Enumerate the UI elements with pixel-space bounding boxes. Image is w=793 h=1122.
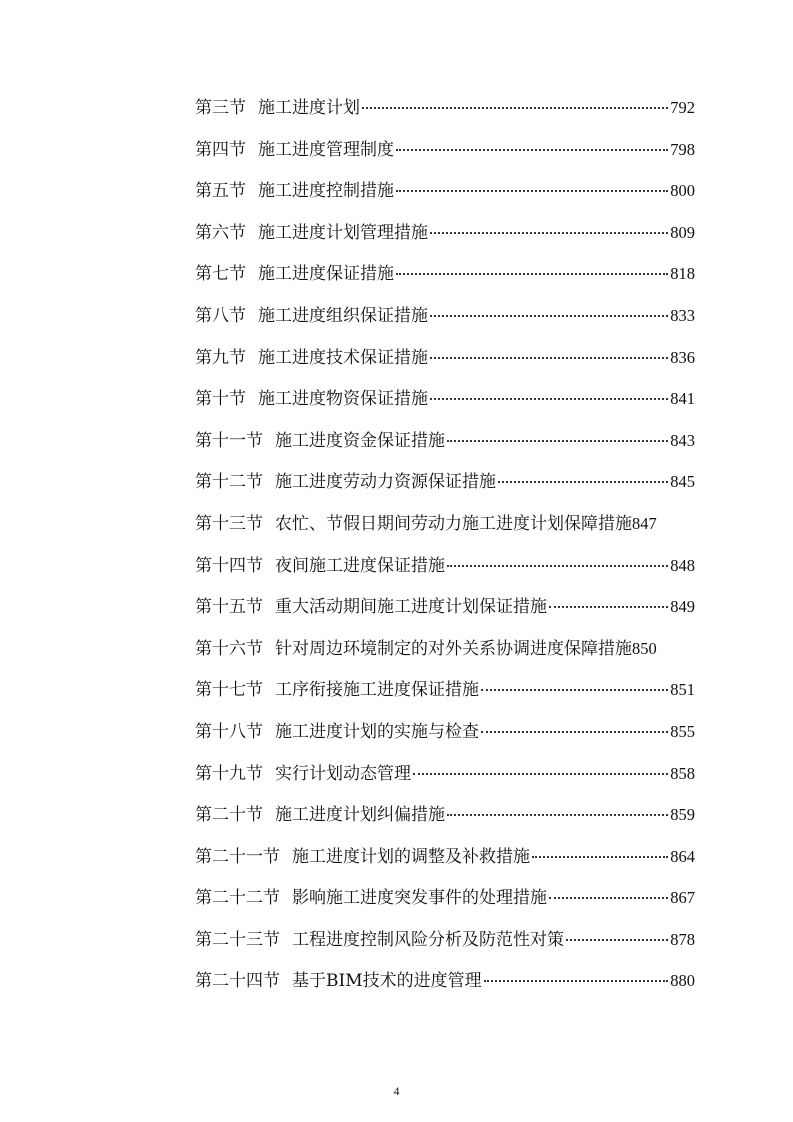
toc-entry[interactable] bbox=[195, 384, 695, 426]
toc-section-title: 施工进度计划的实施与检查 bbox=[275, 721, 479, 742]
toc-section-title: 重大活动期间施工进度计划保证措施 bbox=[275, 597, 547, 618]
toc-page-number: 843 bbox=[670, 430, 695, 450]
toc-section-title: 施工进度计划管理措施 bbox=[258, 222, 428, 243]
toc-dot-leader bbox=[549, 606, 668, 608]
toc-section-title: 农忙、节假日期间劳动力施工进度计划保障措施 bbox=[275, 513, 632, 534]
toc-section-title: 施工进度保证措施 bbox=[258, 264, 394, 285]
toc-page-number: 798 bbox=[670, 139, 695, 159]
toc-entry[interactable] bbox=[195, 925, 695, 967]
toc-section-number: 第二十二节 bbox=[195, 888, 280, 909]
toc-section-number: 第十九节 bbox=[195, 763, 263, 784]
toc-entry[interactable] bbox=[195, 592, 695, 634]
toc-dot-leader bbox=[566, 939, 668, 941]
toc-dot-leader bbox=[430, 232, 668, 234]
toc-page-number: 809 bbox=[670, 222, 695, 242]
toc-entry[interactable] bbox=[195, 883, 695, 925]
toc-dot-leader bbox=[396, 149, 668, 151]
toc-entry[interactable] bbox=[195, 675, 695, 717]
toc-page-number: 855 bbox=[670, 721, 695, 741]
toc-section-title: 夜间施工进度保证措施 bbox=[275, 555, 445, 576]
toc-section-title: 工序衔接施工进度保证措施 bbox=[275, 680, 479, 701]
toc-dot-leader bbox=[447, 814, 668, 816]
toc-section-number: 第九节 bbox=[195, 347, 246, 368]
toc-entry[interactable] bbox=[195, 800, 695, 842]
toc-dot-leader bbox=[362, 107, 668, 109]
toc-page-number: 864 bbox=[670, 846, 695, 866]
toc-section-title: 施工进度计划的调整及补救措施 bbox=[292, 846, 530, 867]
toc-section-number: 第四节 bbox=[195, 139, 246, 160]
toc-section-number: 第八节 bbox=[195, 305, 246, 326]
toc-page-number: 841 bbox=[670, 389, 695, 409]
toc-entry[interactable] bbox=[195, 842, 695, 884]
toc-section-title: 施工进度控制措施 bbox=[258, 181, 394, 202]
toc-page-number: 792 bbox=[670, 98, 695, 117]
toc-entry[interactable] bbox=[195, 467, 695, 509]
toc-page-number: 800 bbox=[670, 181, 695, 201]
toc-section-number: 第十四节 bbox=[195, 555, 263, 576]
toc-dot-leader bbox=[430, 398, 668, 400]
toc-section-title: 施工进度管理制度 bbox=[258, 139, 394, 160]
toc-entry[interactable] bbox=[195, 966, 695, 1008]
toc-page-number: 867 bbox=[670, 888, 695, 908]
toc-dot-leader bbox=[484, 980, 669, 982]
toc-section-number: 第三节 bbox=[195, 98, 246, 118]
toc-page-number: 859 bbox=[670, 805, 695, 825]
toc-entry[interactable] bbox=[195, 551, 695, 593]
toc-page-number: 880 bbox=[670, 971, 695, 991]
toc-page-number: 848 bbox=[670, 555, 695, 575]
toc-entry[interactable] bbox=[195, 509, 695, 551]
toc-entry[interactable] bbox=[195, 301, 695, 343]
toc-section-title: 施工进度计划纠偏措施 bbox=[275, 805, 445, 826]
toc-section-number: 第七节 bbox=[195, 264, 246, 285]
toc-section-title: 施工进度技术保证措施 bbox=[258, 347, 428, 368]
toc-entry[interactable] bbox=[195, 634, 695, 676]
toc-entry[interactable] bbox=[195, 259, 695, 301]
toc-dot-leader bbox=[413, 773, 668, 775]
table-of-contents bbox=[195, 93, 695, 1008]
toc-entry[interactable] bbox=[195, 426, 695, 468]
toc-section-number: 第十七节 bbox=[195, 680, 263, 701]
toc-page-number: 818 bbox=[670, 264, 695, 284]
toc-dot-leader bbox=[532, 856, 668, 858]
toc-section-number: 第十一节 bbox=[195, 430, 263, 451]
toc-section-title: 实行计划动态管理 bbox=[275, 763, 411, 784]
toc-entry[interactable] bbox=[195, 717, 695, 759]
toc-page-number: 878 bbox=[670, 929, 695, 949]
toc-section-number: 第六节 bbox=[195, 222, 246, 243]
toc-section-number: 第十六节 bbox=[195, 638, 263, 659]
toc-page-number: 851 bbox=[670, 680, 695, 700]
toc-dot-leader bbox=[481, 689, 668, 691]
page-number: 4 bbox=[393, 1084, 400, 1098]
toc-entry[interactable] bbox=[195, 93, 695, 135]
toc-page-number: 836 bbox=[670, 347, 695, 367]
toc-section-title: 影响施工进度突发事件的处理措施 bbox=[292, 888, 547, 909]
toc-page-number: 845 bbox=[670, 472, 695, 492]
toc-dot-leader bbox=[396, 273, 668, 275]
toc-page-number: 847 bbox=[632, 513, 657, 533]
toc-dot-leader bbox=[396, 190, 668, 192]
toc-dot-leader bbox=[447, 565, 668, 567]
toc-page-number: 849 bbox=[670, 597, 695, 617]
toc-section-number: 第二十三节 bbox=[195, 929, 280, 950]
toc-section-title: 施工进度计划 bbox=[258, 98, 360, 118]
toc-section-number: 第十节 bbox=[195, 389, 246, 410]
toc-dot-leader bbox=[447, 440, 668, 442]
toc-section-number: 第二十节 bbox=[195, 805, 263, 826]
toc-section-title: 针对周边环境制定的对外关系协调进度保障措施 bbox=[275, 638, 632, 659]
toc-section-title: 施工进度资金保证措施 bbox=[275, 430, 445, 451]
toc-section-number: 第十八节 bbox=[195, 721, 263, 742]
toc-section-title: 施工进度物资保证措施 bbox=[258, 389, 428, 410]
toc-section-number: 第十三节 bbox=[195, 513, 263, 534]
toc-dot-leader bbox=[498, 481, 668, 483]
toc-section-number: 第十五节 bbox=[195, 597, 263, 618]
toc-entry[interactable] bbox=[195, 218, 695, 260]
toc-section-number: 第二十四节 bbox=[195, 971, 280, 992]
toc-section-number: 第五节 bbox=[195, 181, 246, 202]
toc-entry[interactable] bbox=[195, 176, 695, 218]
toc-entry[interactable] bbox=[195, 135, 695, 177]
toc-page-number: 858 bbox=[670, 763, 695, 783]
toc-page-number: 833 bbox=[670, 305, 695, 325]
toc-entry[interactable] bbox=[195, 343, 695, 385]
toc-entry[interactable] bbox=[195, 759, 695, 801]
toc-dot-leader bbox=[481, 731, 668, 733]
toc-dot-leader bbox=[549, 897, 668, 899]
toc-section-title: 施工进度组织保证措施 bbox=[258, 305, 428, 326]
toc-page-number: 850 bbox=[632, 638, 657, 658]
toc-section-title: 基于BIM技术的进度管理 bbox=[292, 971, 482, 992]
toc-dot-leader bbox=[430, 357, 668, 359]
toc-section-title: 工程进度控制风险分析及防范性对策 bbox=[292, 929, 564, 950]
toc-section-number: 第二十一节 bbox=[195, 846, 280, 867]
toc-section-number: 第十二节 bbox=[195, 472, 263, 493]
toc-dot-leader bbox=[430, 315, 668, 317]
toc-section-title: 施工进度劳动力资源保证措施 bbox=[275, 472, 496, 493]
